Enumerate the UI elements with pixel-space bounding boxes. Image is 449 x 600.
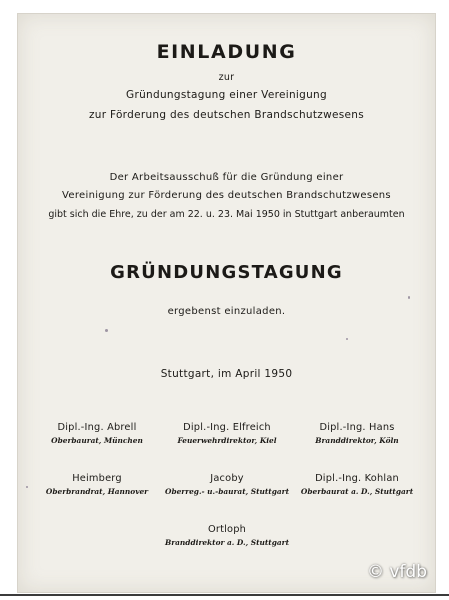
invitation-text: ergebenst einzuladen. [167, 306, 286, 317]
paper-speck [26, 486, 28, 488]
signatory [157, 422, 297, 445]
signatory-role: Feuerwehrdirektor, Kiel [177, 436, 277, 445]
signatory-name: Dipl.-Ing. Elfreich [183, 422, 271, 433]
signatory [157, 524, 297, 547]
signatory-role: Branddirektor, Köln [315, 436, 399, 445]
bottom-border [0, 594, 449, 596]
signatory [27, 473, 167, 496]
signatory-role: Oberbaurat, München [51, 436, 143, 445]
subtitle-line-2: zur Förderung des deutschen Brandschutzwesens [88, 109, 365, 121]
signatory-role: Oberreg.- u.-baurat, Stuttgart [165, 487, 289, 496]
signatory-role: Branddirektor a. D., Stuttgart [165, 538, 289, 547]
signatory-name: Jacoby [210, 473, 244, 484]
signatory-name: Dipl.-Ing. Abrell [57, 422, 137, 433]
subtitle-line-1: Gründungstagung einer Vereinigung [126, 89, 327, 101]
subtitle-zur: zur [218, 72, 235, 83]
body-line-2: Vereinigung zur Förderung des deutschen Brandschutzwesens [62, 190, 391, 201]
copyright-watermark: © vfdb [366, 562, 427, 582]
signatory-role: Oberbrandrat, Hannover [45, 487, 149, 496]
signatory-name: Heimberg [72, 473, 122, 484]
signatory-name: Dipl.-Ing. Kohlan [315, 473, 399, 484]
document-title: EINLADUNG [156, 41, 297, 63]
paper-speck [346, 338, 348, 340]
signatory [27, 422, 167, 445]
paper-speck [408, 296, 410, 299]
signatory-name: Dipl.-Ing. Hans [319, 422, 395, 433]
signatory [157, 473, 297, 496]
place-date: Stuttgart, im April 1950 [160, 368, 293, 380]
signatory [287, 473, 427, 496]
body-line-3: gibt sich die Ehre, zu der am 22. u. 23. Mai 1950 in Stuttgart anberaumten [48, 209, 405, 220]
invitation-page [17, 13, 436, 593]
headline: GRÜNDUNGSTAGUNG [110, 262, 343, 283]
paper-speck [105, 329, 108, 332]
signatory [287, 422, 427, 445]
body-line-1: Der Arbeitsausschuß für die Gründung einer [109, 172, 344, 183]
signatory-name: Ortloph [207, 524, 247, 535]
signatory-role: Oberbaurat a. D., Stuttgart [300, 487, 414, 496]
